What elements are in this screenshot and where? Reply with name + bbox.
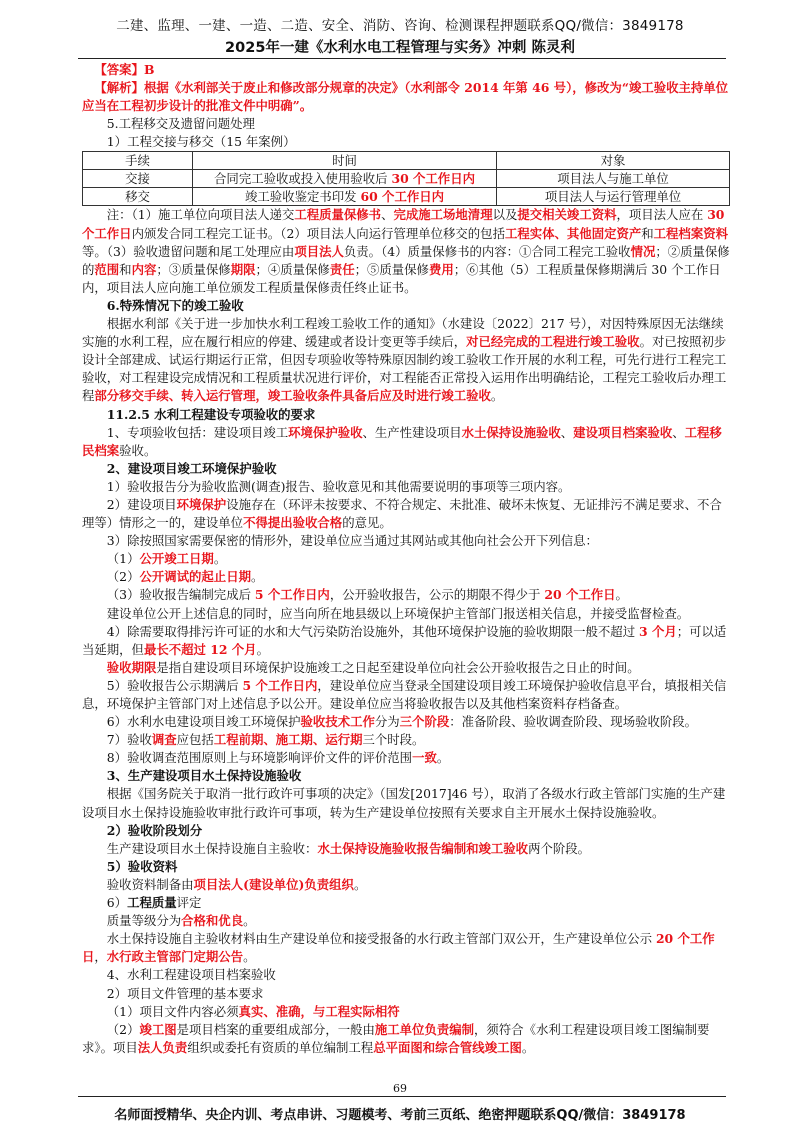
text: 。 — [213, 551, 227, 567]
archive-sub-title: 2）项目文件管理的基本要求 — [106, 985, 264, 1001]
text: （1） — [106, 551, 140, 567]
text: 两个阶段。 — [528, 840, 591, 856]
highlight: 工程移民档案 — [82, 424, 722, 458]
text: ：准备阶段、验收调查阶段、现场验收阶段。 — [449, 714, 698, 730]
text: ；⑤质量保修 — [354, 261, 429, 277]
highlight: 真实、准确，与工程实际相符 — [238, 1003, 400, 1019]
soil-stage-text — [82, 840, 730, 858]
highlight: 水土保持设施验收 — [461, 424, 561, 440]
highlight: 期限 — [230, 261, 256, 277]
text: ，公开验收报告，公示的期限不得少于 — [329, 587, 545, 603]
section-5-title: 5.工程移交及遗留问题处理 — [106, 116, 255, 132]
text: ，须符合《水利工程建设项目竣工图编制要求》。项目 — [82, 1021, 710, 1055]
env-item-7 — [82, 731, 730, 749]
text: 等。（3）验收遗留问题和尾工处理应由 — [82, 243, 295, 259]
footer-contact-line: 名师面授精华、央企内训、考点串讲、习题模考、考前三页纸、绝密押题联系QQ/微信：3849178 — [114, 1108, 686, 1123]
text: （1）项目文件内容必须 — [106, 1003, 239, 1019]
text: 。 — [250, 569, 264, 585]
text: 5）验收报告公示期满后 — [106, 677, 243, 693]
text: 、生产性建设项目 — [362, 424, 462, 440]
highlight: 部分移交手续、转入运行管理，竣工验收条件具备后应及时进行竣工验收 — [94, 388, 491, 404]
soil-paragraph-2 — [82, 930, 730, 966]
footer-divider — [78, 1096, 726, 1097]
highlight: 总平面图和综合管线竣工图 — [373, 1039, 522, 1055]
highlight: 责任 — [329, 261, 355, 277]
table-row — [83, 188, 730, 206]
highlight: 验收期限 — [106, 659, 157, 675]
header-divider — [78, 58, 726, 59]
text: 是项目档案的重要组成部分，一般由 — [176, 1021, 375, 1037]
soil-materials-title: 5）验收资料 — [106, 858, 178, 874]
cell-highlight: 60 个工作日内 — [360, 189, 445, 205]
special-acceptance-list — [82, 424, 730, 460]
env-item-3-4: 建设单位公开上述信息的同时，应当向所在地县级以上环境保护主管部门报送相关信息，并接受监督检查。 — [106, 605, 690, 621]
text: 注：（1）施工单位向项目法人递交 — [106, 207, 295, 223]
page-number: 69 — [393, 1082, 407, 1095]
highlight: 三个阶段 — [399, 714, 450, 730]
highlight: 不得提出验收合格 — [243, 515, 343, 531]
cell-highlight: 30 个工作日内 — [391, 171, 475, 187]
highlight: 水土保持设施验收报告编制和竣工验收 — [317, 840, 529, 856]
text: 。 — [490, 388, 504, 404]
cell-text: 竣工验收鉴定书印发 — [245, 189, 361, 205]
text: 以及 — [492, 207, 518, 223]
text: 负责。（4）质量保修书的内容：①合同工程完工验收 — [343, 243, 631, 259]
answer-line — [82, 61, 730, 79]
table-header-row — [83, 152, 730, 170]
text: ，建设单位应当登录全国建设项目竣工环境保护验收信息平台，填报相关信息，环境保护主管部门对上述信息予以公开。建设单位应当将验收报告以及其他档案资料存档备查。 — [82, 677, 727, 711]
soil-paragraph-1: 根据《国务院关于取消一批行政许可事项的决定》（国发[2017]46 号），取消了各级水行政主管部门实施的生产建设项目水土保持设施验收审批行政许可事项，转为生产建设单位按照有关要求自主开展水土保持设施验收。 — [82, 786, 726, 820]
highlight: 最长不超过 12 个月 — [143, 641, 257, 657]
highlight: 费用 — [428, 261, 454, 277]
text: ；⑥其他（5）工程质量保修期满后 30 个工作日内，项目法人应向施工单位颁发工程质量保修责任终止证书。 — [82, 261, 721, 295]
text: 验收。 — [119, 442, 157, 458]
text: 应包括 — [176, 732, 214, 748]
text: 设施存在（环评未按要求、不符合规定、未批准、破坏未恢复、无证排污不满足要求、不合理等）情形之一的，建设单位 — [82, 496, 722, 531]
soil-quality-title — [82, 894, 730, 912]
env-item-1: 1）验收报告分为验收监测(调查)报告、验收意见和其他需要说明的事项等三项内容。 — [106, 478, 571, 494]
env-item-4-definition — [82, 659, 730, 677]
text: 分为 — [374, 714, 400, 730]
answer-label: 【答案】 — [94, 62, 144, 77]
soil-title: 3、生产建设项目水土保持设施验收 — [106, 768, 302, 784]
header-contact-line: 二建、监理、一建、一造、二造、安全、消防、咨询、检测课程押题联系QQ/微信：3849178 — [116, 18, 684, 34]
highlight: 公开调试的起止日期 — [139, 569, 251, 585]
soil-stage-title: 2）验收阶段划分 — [106, 822, 203, 838]
highlight: 对已经完成的工程进行竣工验收 — [466, 334, 640, 350]
text: （2） — [106, 569, 140, 585]
env-title: 2、建设项目竣工环境保护验收 — [106, 460, 277, 476]
section-11-2-5-title: 11.2.5 水利工程建设专项验收的要求 — [106, 406, 316, 422]
highlight: 建设项目档案验收 — [573, 424, 673, 440]
highlight: 提交相关竣工资料 — [517, 207, 617, 223]
text: 。 — [353, 876, 367, 892]
archive-title: 4、水利工程建设项目档案验收 — [106, 967, 276, 983]
text: 验收资料制备由 — [106, 876, 194, 892]
text: 。对已按照初步设计全部建成、试运行期运行正常，但因专项验收等特殊原因制约竣工验收工作开展的水利工程，可先行进行工程完工验收，对工程建设完成情况和工程质量状况进行评价，对工程能否正常投入运用作出明确结论，工程完工验收后办理工程 — [82, 334, 727, 404]
highlight: 20 个工作日 — [82, 931, 715, 965]
text: 。 — [436, 750, 450, 766]
text: 。 — [243, 913, 256, 929]
analysis-text: 根据《水利部关于废止和修改部分规章的决定》（水利部令 2014 年第 46 号），修改为“竣工验收主持单位应当在工程初步设计的批准文件中明确”。 — [82, 80, 729, 114]
page-content — [82, 61, 730, 1057]
text: 6）水利水电建设项目竣工环境保护 — [106, 714, 301, 730]
text: ， — [94, 949, 107, 965]
highlight: 项目法人(建设单位)负责组织 — [193, 876, 354, 892]
env-item-3-1 — [82, 550, 730, 568]
text: 内颁发合同工程完工证书。（2）项目法人向运行管理单位移交的包括 — [131, 225, 505, 241]
text: 7）验收 — [106, 732, 152, 748]
text: 8）验收调查范围原则上与环境影响评价文件的评价范围 — [106, 750, 413, 766]
text: 和 — [119, 261, 132, 277]
highlight: 公开竣工日期 — [139, 551, 214, 567]
text: 评定 — [176, 895, 202, 911]
archive-item-2 — [82, 1021, 730, 1057]
archive-item-1 — [82, 1003, 730, 1021]
section-5-sub1: 1）工程交接与移交（15 年案例） — [106, 134, 296, 150]
highlight: 5 个工作日内 — [242, 677, 318, 693]
highlight: 内容 — [131, 261, 157, 277]
env-item-5 — [82, 677, 730, 713]
env-item-8 — [82, 749, 730, 767]
highlight: 项目法人 — [294, 243, 344, 259]
text: 。 — [521, 1039, 535, 1055]
table-cell — [192, 188, 496, 206]
highlight: 3 个月 — [639, 623, 677, 639]
text: ；可以适当延期，但 — [82, 623, 727, 657]
text: ；④质量保修 — [255, 261, 330, 277]
text: 1、专项验收包括：建设项目竣工 — [106, 424, 289, 440]
table-header-cell: 对象 — [497, 152, 730, 170]
table-cell: 交接 — [83, 170, 193, 188]
text: （2） — [106, 1021, 140, 1037]
highlight: 5 个工作日内 — [254, 587, 330, 603]
analysis-label: 【解析】 — [94, 80, 144, 96]
text: ；②质量保修的 — [82, 243, 730, 277]
highlight: 工程前期、施工期、运行期 — [213, 732, 363, 748]
env-item-6 — [82, 713, 730, 731]
highlight: 验收技术工作 — [300, 714, 375, 730]
text: 。 — [615, 587, 628, 603]
text: ；③质量保修 — [156, 261, 231, 277]
highlight: 工程质量保修书 — [294, 207, 382, 223]
highlight: 水行政主管部门定期公告 — [106, 949, 244, 965]
env-item-2 — [82, 496, 730, 532]
note-paragraph — [82, 206, 730, 296]
highlight: 完成施工场地清理 — [393, 207, 493, 223]
text: 6） — [106, 895, 128, 911]
table-cell: 项目法人与运行管理单位 — [497, 188, 730, 206]
highlight: 一致 — [412, 750, 437, 766]
text: ，项目法人应在 — [616, 207, 708, 223]
handover-table — [82, 151, 730, 206]
table-cell: 项目法人与施工单位 — [497, 170, 730, 188]
text: 和 — [641, 225, 654, 241]
highlight: 调查 — [151, 732, 177, 748]
text: 水土保持设施自主验收材料由生产建设单位和接受报备的水行政主管部门双公开，生产建设单位公示 — [106, 931, 656, 947]
env-item-4 — [82, 623, 730, 659]
section-6-title: 6.特殊情况下的竣工验收 — [106, 297, 244, 313]
text: 2）建设项目 — [106, 496, 177, 512]
env-item-3-2 — [82, 568, 730, 586]
table-header-cell: 手续 — [83, 152, 193, 170]
env-item-3: 3）除按照国家需要保密的情形外，建设单位应当通过其网站或其他向社会公开下列信息： — [106, 533, 598, 549]
highlight: 工程档案资料 — [653, 225, 728, 241]
cell-text: 合同完工验收或投入使用验收后 — [214, 171, 392, 187]
answer-value: B — [143, 62, 155, 77]
text: 、 — [381, 207, 394, 223]
text: 。 — [243, 949, 256, 965]
table-cell — [192, 170, 496, 188]
text: 根据水利部《关于进一步加快水利工程竣工验收工作的通知》（水建设〔2022〕217 号），对因特殊原因无法继续实施的水利工程，应在履行相应的停建、缓建或者设计变更等手续后， — [82, 316, 724, 350]
highlight: 竣工图 — [139, 1021, 177, 1037]
highlight: 情况 — [630, 243, 656, 259]
bold-text: 工程质量 — [127, 895, 177, 911]
highlight: 范围 — [94, 261, 120, 277]
analysis-paragraph — [82, 79, 730, 115]
table-cell: 移交 — [83, 188, 193, 206]
highlight: 工程实体、其他固定资产 — [504, 225, 642, 241]
highlight: 30 个工作日 — [82, 207, 725, 241]
text: （3）验收报告编制完成后 — [106, 587, 255, 603]
highlight: 环境保护 — [176, 496, 227, 512]
text: 、 — [560, 424, 574, 440]
table-row — [83, 170, 730, 188]
highlight: 施工单位负责编制 — [374, 1021, 475, 1037]
text: 4）除需要取得排污许可证的水和大气污染防治设施外，其他环境保护设施的验收期限一般不超过 — [106, 623, 640, 639]
text: 、 — [672, 424, 685, 440]
text: 。 — [256, 641, 269, 657]
highlight: 合格和优良 — [181, 913, 244, 929]
highlight: 环境保护验收 — [288, 424, 363, 440]
soil-quality-text — [82, 912, 730, 930]
text: 三个时段。 — [362, 732, 425, 748]
section-6-paragraph — [82, 315, 730, 405]
text: 的意见。 — [342, 515, 392, 531]
table-header-cell: 时间 — [192, 152, 496, 170]
header-course-title: 2025年一建《水利水电工程管理与实务》冲刺 陈灵利 — [225, 40, 575, 56]
text: 是指自建设项目环境保护设施竣工之日起至建设单位向社会公开验收报告之日止的时间。 — [156, 659, 640, 675]
highlight: 20 个工作日 — [544, 587, 616, 603]
text: 质量等级分为 — [106, 913, 182, 929]
env-item-3-3 — [82, 586, 730, 604]
soil-materials-text — [82, 876, 730, 894]
text: 组织或委托有资质的单位编制工程 — [187, 1039, 374, 1055]
text: 生产建设项目水土保持设施自主验收： — [106, 840, 318, 856]
highlight: 法人负责 — [137, 1039, 188, 1055]
